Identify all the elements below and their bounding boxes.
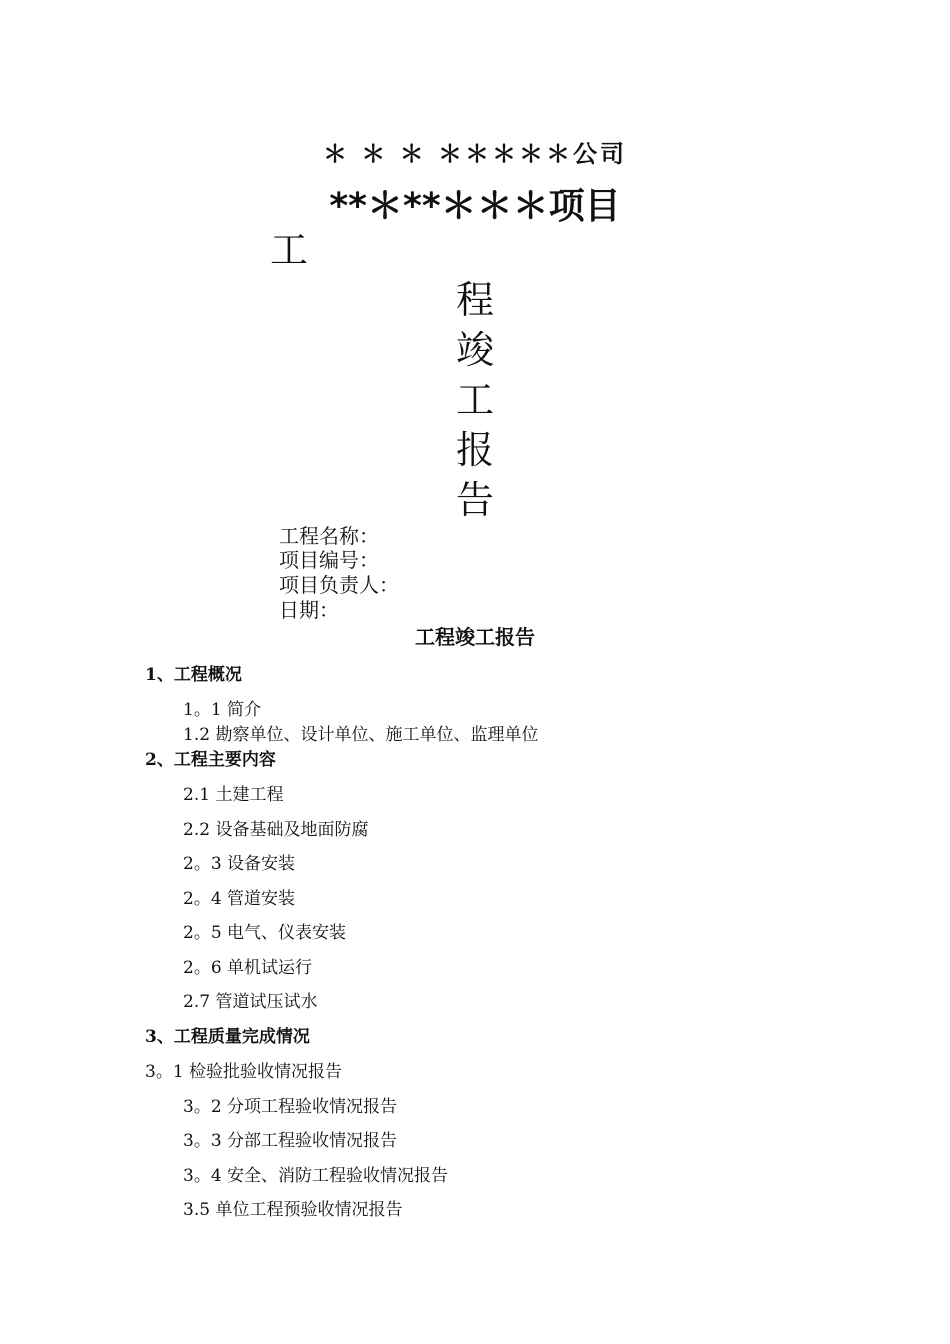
- date-label: 日期：: [279, 598, 339, 622]
- project-manager-label: 项目负责人：: [279, 573, 399, 597]
- section-2-item: 2。6 单机试运行: [183, 958, 313, 978]
- section-1-item: 1.2 勘察单位、设计单位、施工单位、监理单位: [183, 725, 539, 745]
- section-2-item: 2。5 电气、仪表安装: [183, 923, 347, 943]
- section-2-item: 2。4 管道安装: [183, 889, 296, 909]
- cover-title-char-3: 竣: [456, 328, 495, 372]
- section-3-item: 3.5 单位工程预验收情况报告: [183, 1200, 403, 1220]
- report-heading: 工程竣工报告: [415, 625, 535, 649]
- section-3-item: 3。1 检验批验收情况报告: [145, 1062, 343, 1082]
- project-name-label: 工程名称：: [279, 524, 379, 548]
- section-2-item: 2.1 土建工程: [183, 785, 284, 805]
- section-3-item: 3。3 分部工程验收情况报告: [183, 1131, 398, 1151]
- cover-title-char-2: 程: [456, 278, 495, 322]
- section-3-item: 3。4 安全、消防工程验收情况报告: [183, 1166, 449, 1186]
- section-2-item: 2.2 设备基础及地面防腐: [183, 820, 369, 840]
- section-1-item: 1。1 简介: [183, 700, 262, 720]
- section-3-item: 3。2 分项工程验收情况报告: [183, 1097, 398, 1117]
- cover-title-char-1: 工: [270, 228, 309, 272]
- section-2-item: 2.7 管道试压试水: [183, 992, 318, 1012]
- cover-title-char-5: 报: [456, 428, 495, 472]
- section-2-title: 2、工程主要内容: [145, 750, 276, 770]
- section-2-item: 2。3 设备安装: [183, 854, 296, 874]
- company-name: ＊ ＊ ＊ ＊＊＊＊＊公司: [322, 140, 628, 168]
- section-1-title: 1、工程概况: [145, 665, 242, 685]
- project-number-label: 项目编号：: [279, 548, 379, 572]
- cover-title-char-6: 告: [456, 478, 495, 522]
- cover-title-char-4: 工: [456, 378, 495, 422]
- section-3-title: 3、工程质量完成情况: [145, 1027, 310, 1047]
- project-name: **＊**＊＊＊项目: [329, 186, 621, 227]
